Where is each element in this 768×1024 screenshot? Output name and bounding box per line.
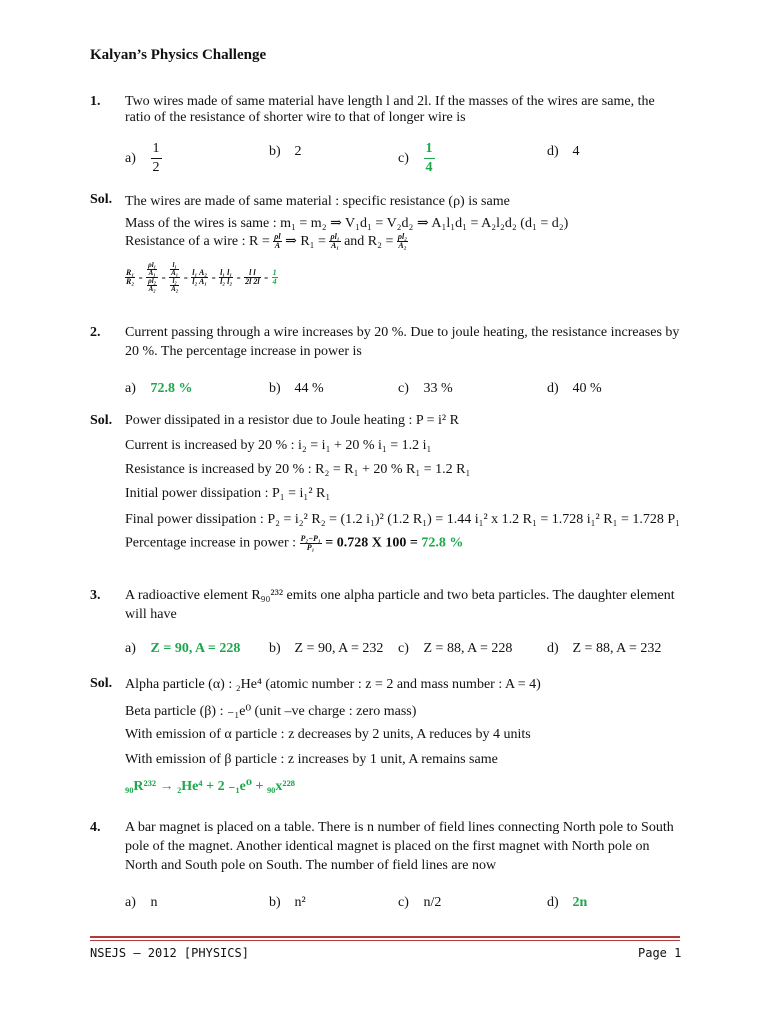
question-2-option-a[interactable] bbox=[125, 381, 193, 397]
option-value: Z = 90, A = 232 bbox=[294, 641, 384, 656]
question-2-text-line-2: 20 %. The percentage increase in power is bbox=[125, 344, 362, 359]
option-value-answer: 72.8 % bbox=[150, 381, 193, 396]
question-3-text-line-1: A radioactive element R₉₀²³² emits one alpha particle and two beta particles. The daughter element bbox=[125, 588, 675, 603]
option-value: 4 bbox=[572, 144, 580, 159]
solution-2-label: Sol. bbox=[90, 413, 113, 428]
option-label: a) bbox=[125, 641, 136, 656]
question-2-text-line-1: Current passing through a wire increases by 20 %. Due to joule heating, the resistance increases by bbox=[125, 325, 680, 340]
option-value: n² bbox=[294, 895, 306, 910]
option-label: c) bbox=[398, 150, 409, 166]
solution-1-line-1: The wires are made of same material : specific resistance (ρ) is same bbox=[125, 194, 510, 209]
fraction: $\frac{\text{l l}}{2l 2l}$ bbox=[245, 268, 260, 286]
option-value: 40 % bbox=[572, 381, 602, 396]
fraction: $\frac{\text{l₁ l₁}}{\text{l₂ l₂}}$ bbox=[220, 268, 233, 286]
solution-3-line-4: With emission of β particle : z increases by 1 unit, A remains same bbox=[125, 752, 498, 767]
solution-2-line-4: Initial power dissipation : P₁ = i₁² R₁ bbox=[125, 486, 331, 501]
option-label: a) bbox=[125, 150, 136, 166]
question-2-option-d[interactable] bbox=[547, 381, 602, 397]
option-label: b) bbox=[269, 895, 281, 910]
solution-3-line-1: Alpha particle (α) : ₂He⁴ (atomic number : z = 2 and mass number : A = 4) bbox=[125, 677, 541, 692]
option-value: 33 % bbox=[423, 381, 453, 396]
question-3-option-c[interactable] bbox=[398, 641, 512, 657]
question-4-text-line-2: pole of the magnet. Another identical magnet is placed on the first magnet with North pole on bbox=[125, 839, 650, 854]
option-label: a) bbox=[125, 381, 136, 396]
option-label: c) bbox=[398, 381, 409, 396]
question-4-option-c[interactable] bbox=[398, 895, 441, 911]
question-1-option-a[interactable] bbox=[125, 140, 162, 177]
question-1-text-line-1: Two wires made of same material have length l and 2l. If the masses of the wires are same, the bbox=[125, 94, 655, 109]
fraction: $\frac{\rho l}{A}$ bbox=[274, 232, 281, 251]
question-2-option-c[interactable] bbox=[398, 381, 453, 397]
solution-1-line-4: $\frac{\text{R₁}}{\text{R₂}}$ = $\frac{\frac{\text{ρl₁}}{\text{A₁}}}{\frac{\text{ρl₂}}{\text{A₂}}}$ = $\frac{\frac{\text{l₁}}{\text{A₁}}}{\frac{\text{l₂}}{\text{A₂}}}$ = $\frac{\text{l₁ A₂}}{\text{l₂ A₁}}$ = $\frac{\text{l₁ l₁}}{\text{l₂ l₂}}$ = $\frac{\text{l l}}{2l 2l}$ = $\frac{1}{4}$ bbox=[126, 261, 277, 293]
solution-1-line-2: Mass of the wires is same : m₁ = m₂ ⇒ V₁d₁ = V₂d₂ ⇒ A₁l₁d₁ = A₂l₂d₂ (d₁ = d₂) bbox=[125, 216, 569, 231]
solution-3-line-3: With emission of α particle : z decreases by 2 units, A reduces by 4 units bbox=[125, 727, 531, 742]
solution-2-line-6: Percentage increase in power : $\frac{\text{P₂−P₁}}{\text{P₁}}$ = 0.728 X 100 = 72.8 % bbox=[125, 534, 464, 552]
question-4-number: 4. bbox=[90, 820, 101, 835]
option-label: b) bbox=[269, 144, 281, 159]
question-2-number: 2. bbox=[90, 325, 101, 340]
fraction: $\frac{\text{ρl₁}}{\text{A₁}}$ bbox=[330, 232, 340, 251]
question-1-option-b[interactable] bbox=[269, 144, 302, 160]
question-3-number: 3. bbox=[90, 588, 101, 603]
question-1-number: 1. bbox=[90, 94, 101, 109]
option-label: d) bbox=[547, 381, 559, 396]
option-label: a) bbox=[125, 895, 136, 910]
solution-3-line-2: Beta particle (β) : ₋₁e⁰ (unit –ve charge : zero mass) bbox=[125, 704, 417, 719]
option-value: 44 % bbox=[294, 381, 324, 396]
question-4-text-line-1: A bar magnet is placed on a table. There is n number of field lines connecting North pole to South bbox=[125, 820, 674, 835]
question-1-option-c[interactable] bbox=[398, 140, 435, 177]
question-3-text-line-2: will have bbox=[125, 607, 177, 622]
fraction-answer: $\frac{1}{4}$ bbox=[425, 141, 433, 175]
fraction: $\frac{\text{R₁}}{\text{R₂}}$ bbox=[126, 268, 135, 286]
fraction: $\frac{\text{ρl₂}}{\text{A₂}}$ bbox=[397, 232, 408, 251]
question-4-option-d[interactable] bbox=[547, 895, 587, 911]
option-value: 2 bbox=[294, 144, 302, 159]
question-2-option-b[interactable] bbox=[269, 381, 324, 397]
option-value-answer: Z = 90, A = 228 bbox=[150, 641, 241, 656]
question-3-option-a[interactable] bbox=[125, 641, 240, 657]
solution-3-label: Sol. bbox=[90, 676, 113, 691]
option-value: n/2 bbox=[423, 895, 442, 910]
fraction: $\frac{\text{P₂−P₁}}{\text{P₁}}$ bbox=[300, 534, 321, 552]
option-value: Z = 88, A = 228 bbox=[423, 641, 513, 656]
question-4-text-line-3: North and South pole on South. The number of field lines are now bbox=[125, 858, 497, 873]
option-label: c) bbox=[398, 895, 409, 910]
option-value: Z = 88, A = 232 bbox=[572, 641, 662, 656]
option-label: d) bbox=[547, 641, 559, 656]
question-4-option-b[interactable] bbox=[269, 895, 306, 911]
fraction: $\frac{\text{l₁ A₂}}{\text{l₂ A₁}}$ bbox=[192, 268, 208, 286]
option-value: n bbox=[150, 895, 158, 910]
question-1-option-d[interactable] bbox=[547, 144, 580, 160]
footer-rule-thin bbox=[90, 940, 680, 941]
solution-3-equation: ₉₀R²³² → ₂He⁴ + 2 ₋₁e⁰ + ₉₀x²²⁸ bbox=[125, 779, 295, 794]
option-label: b) bbox=[269, 641, 281, 656]
footer-rule bbox=[90, 936, 680, 938]
nested-fraction: $\frac{\frac{\text{l₁}}{\text{A₁}}}{\frac{\text{l₂}}{\text{A₂}}}$ bbox=[171, 261, 179, 293]
question-3-option-d[interactable] bbox=[547, 641, 661, 657]
solution-2-line-1: Power dissipated in a resistor due to Joule heating : P = i² R bbox=[125, 413, 459, 428]
option-value-answer: 2n bbox=[572, 895, 588, 910]
solution-2-line-3: Resistance is increased by 20 % : R₂ = R₁ + 20 % R₁ = 1.2 R₁ bbox=[125, 462, 471, 477]
option-label: c) bbox=[398, 641, 409, 656]
option-label: d) bbox=[547, 895, 559, 910]
question-3-option-b[interactable] bbox=[269, 641, 383, 657]
solution-1-line-3: Resistance of a wire : R = $\frac{\rho l}{A}$ ⇒ R₁ = $\frac{\text{ρl₁}}{\text{A₁}}$ and R₂ = $\frac{\text{ρl₂}}{\text{A₂}}$ bbox=[125, 232, 408, 251]
option-label: d) bbox=[547, 144, 559, 159]
question-1-text-line-2: ratio of the resistance of shorter wire to that of longer wire is bbox=[125, 110, 466, 125]
page-title: Kalyan’s Physics Challenge bbox=[90, 47, 267, 63]
option-label: b) bbox=[269, 381, 281, 396]
question-4-option-a[interactable] bbox=[125, 895, 158, 911]
footer-page-number: Page 1 bbox=[638, 946, 682, 960]
solution-2-line-5: Final power dissipation : P₂ = i₂² R₂ = (1.2 i₁)² (1.2 R₁) = 1.44 i₁² x 1.2 R₁ = 1.728 i₁² R₁ = 1.728 P₁ bbox=[125, 512, 681, 527]
fraction: $\frac{1}{2}$ bbox=[152, 141, 160, 175]
nested-fraction: $\frac{\frac{\text{ρl₁}}{\text{A₁}}}{\frac{\text{ρl₂}}{\text{A₂}}}$ bbox=[148, 261, 157, 293]
solution-1-label: Sol. bbox=[90, 192, 113, 207]
fraction-answer: $\frac{1}{4}$ bbox=[272, 268, 277, 286]
footer-left: NSEJS – 2012 [PHYSICS] bbox=[90, 946, 249, 960]
solution-2-line-2: Current is increased by 20 % : i₂ = i₁ + 20 % i₁ = 1.2 i₁ bbox=[125, 438, 432, 453]
